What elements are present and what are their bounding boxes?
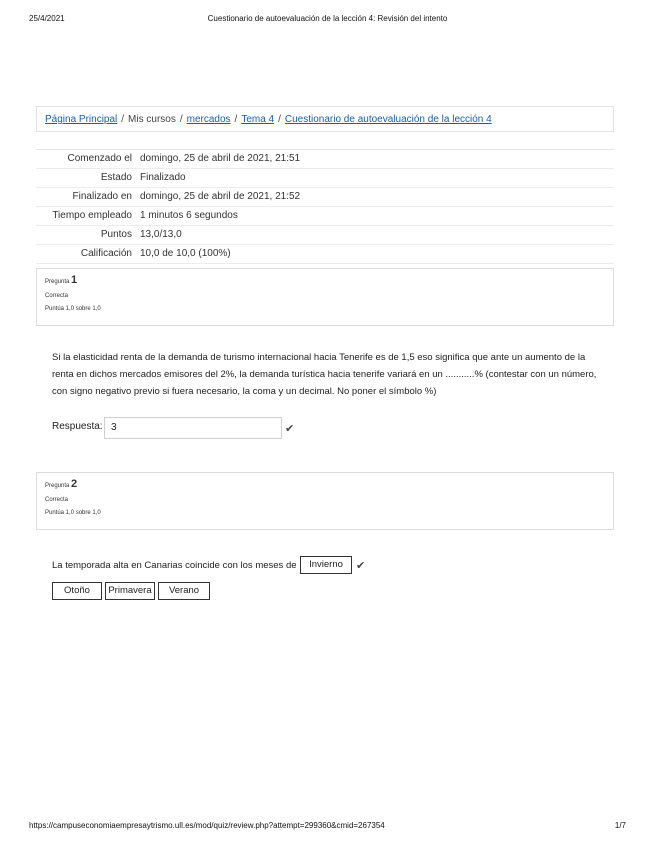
question-text-line: renta en dichos mercados emisores del 2%, la demanda turística hacia tenerife variará en un ...........% (contestar con un número, xyxy=(52,369,597,380)
summary-value: Finalizado xyxy=(140,172,186,183)
print-page-number: 1/7 xyxy=(614,821,626,830)
question-prefix: Pregunta xyxy=(45,483,70,489)
question-state: Correcta xyxy=(45,293,69,299)
question-state: Correcta xyxy=(45,497,69,503)
summary-label: Estado xyxy=(100,172,132,183)
question-1-info xyxy=(36,268,614,326)
breadcrumb-quiz-link[interactable]: Cuestionario de autoevaluación de la lección 4 xyxy=(284,114,492,125)
drag-option-primavera[interactable]: Primavera xyxy=(105,582,155,600)
question-text-line: con signo negativo previo si fuera necesario, la coma y un decimal. No poner el símbolo %) xyxy=(52,386,437,397)
summary-row xyxy=(36,207,614,226)
breadcrumb-separator: / xyxy=(121,114,125,125)
question-number-value: 2 xyxy=(71,478,78,490)
summary-value: 13,0/13,0 xyxy=(140,229,182,240)
answer-label: Respuesta: xyxy=(52,421,103,432)
answer-input[interactable]: 3 xyxy=(104,417,282,439)
summary-row xyxy=(36,169,614,188)
summary-row xyxy=(36,150,614,169)
summary-label: Finalizado en xyxy=(72,191,132,202)
summary-row xyxy=(36,188,614,207)
question-grade: Puntúa 1,0 sobre 1,0 xyxy=(45,306,101,312)
summary-value: domingo, 25 de abril de 2021, 21:51 xyxy=(140,153,301,164)
summary-label: Puntos xyxy=(100,229,132,240)
breadcrumb-separator: / xyxy=(278,114,281,125)
breadcrumb-separator: / xyxy=(179,114,183,125)
question-number xyxy=(45,274,605,286)
question-number xyxy=(45,478,605,490)
summary-label: Comenzado el xyxy=(67,153,132,164)
question-2-info xyxy=(36,472,614,530)
summary-row xyxy=(36,245,614,264)
summary-value: 10,0 de 10,0 (100%) xyxy=(140,248,231,259)
question-text-line: Si la elasticidad renta de la demanda de turismo internacional hacia Tenerife es de 1,5 eso significa que ante un aumento de la xyxy=(52,352,586,363)
print-date: 25/4/2021 xyxy=(29,14,65,23)
breadcrumb-home-link[interactable]: Página Principal xyxy=(45,114,118,125)
summary-row xyxy=(36,226,614,245)
correct-check-icon: ✔ xyxy=(285,423,295,435)
breadcrumb-separator: / xyxy=(234,114,238,125)
drop-zone-answer[interactable]: Invierno xyxy=(300,556,352,574)
question-grade: Puntúa 1,0 sobre 1,0 xyxy=(45,510,101,516)
breadcrumb-courses: Mis cursos xyxy=(128,114,176,125)
print-url: https://campuseconomiaempresaytrismo.ull.es/mod/quiz/review.php?attempt=299360&cmid=267354 xyxy=(29,821,385,830)
drag-option-verano[interactable]: Verano xyxy=(158,582,210,600)
question-prefix: Pregunta xyxy=(45,279,70,285)
print-title: Cuestionario de autoevaluación de la lección 4: Revisión del intento xyxy=(207,14,448,23)
summary-label: Calificación xyxy=(80,248,132,259)
breadcrumb-course-link[interactable]: mercados xyxy=(186,114,231,125)
summary-label: Tiempo empleado xyxy=(52,210,132,221)
summary-value: domingo, 25 de abril de 2021, 21:52 xyxy=(140,191,301,202)
print-header xyxy=(29,14,626,28)
question-2-text: La temporada alta en Canarias coincide con los meses de xyxy=(52,560,297,571)
breadcrumb-topic-link[interactable]: Tema 4 xyxy=(241,114,275,125)
attempt-summary-table xyxy=(36,149,614,264)
question-number-value: 1 xyxy=(71,274,78,286)
correct-check-icon: ✔ xyxy=(356,560,366,572)
question-1-text xyxy=(52,349,612,400)
summary-value: 1 minutos 6 segundos xyxy=(140,210,238,221)
drag-option-otono[interactable]: Otoño xyxy=(52,582,102,600)
breadcrumb xyxy=(36,106,614,132)
